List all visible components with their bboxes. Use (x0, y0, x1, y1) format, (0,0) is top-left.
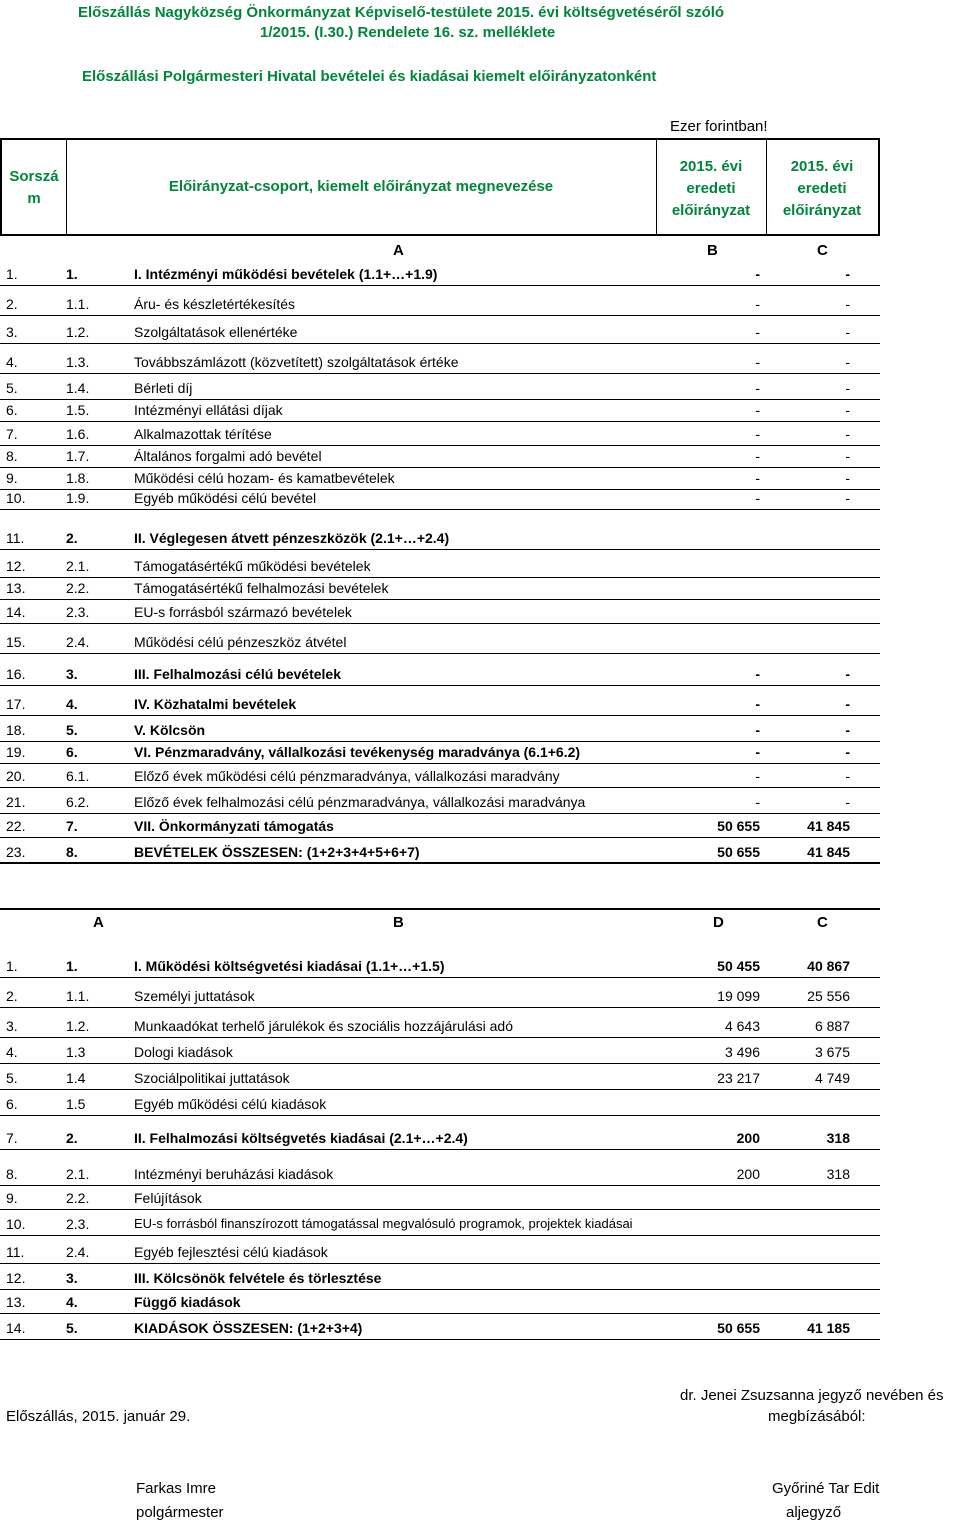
income-row (0, 580, 960, 604)
row-number: 16. (6, 666, 26, 682)
col-b-header-l2: eredeti (686, 180, 736, 197)
row-name: III. Felhalmozási célú bevételek (134, 666, 341, 682)
row-code: 2.1. (66, 558, 90, 574)
table-head-right-border (878, 138, 880, 236)
row-value-b: - (755, 696, 760, 712)
row-value-b: 50 655 (717, 818, 760, 834)
row-code: 1.2. (66, 324, 90, 340)
expense-row (0, 1190, 960, 1214)
row-code: 2.2. (66, 1190, 90, 1206)
row-name: Egyéb működési célú kiadások (134, 1096, 327, 1112)
row-number: 5. (6, 1070, 18, 1086)
row-name: Munkaadókat terhelő járulékok és szociális hozzájárulási adó (134, 1018, 513, 1034)
col-c-header-l1: 2015. évi (790, 158, 854, 175)
row-value-c: - (845, 490, 850, 506)
row-divider (0, 577, 880, 578)
row-value-c: - (845, 744, 850, 760)
row-divider (0, 599, 880, 600)
row-divider (0, 837, 880, 838)
row-code: 1.4. (66, 380, 90, 396)
income-row (0, 768, 960, 792)
row-value-b: 200 (736, 1130, 760, 1146)
place-date: Előszállás, 2015. január 29. (6, 1408, 191, 1425)
row-value-b: 50 455 (717, 958, 760, 974)
exp-col-letter-b: B (393, 914, 404, 931)
row-code: 2.4. (66, 634, 90, 650)
row-divider (0, 1289, 880, 1290)
row-value-b: - (755, 470, 760, 486)
income-row (0, 558, 960, 582)
row-name: Függő kiadások (134, 1294, 241, 1310)
row-number: 22. (6, 818, 26, 834)
table-head-left-border (0, 138, 2, 236)
row-code: 4. (66, 1294, 78, 1310)
expense-row (0, 1320, 960, 1344)
row-divider (0, 1007, 880, 1008)
row-number: 19. (6, 744, 26, 760)
row-number: 9. (6, 1190, 18, 1206)
row-code: 1.1. (66, 296, 90, 312)
income-row (0, 666, 960, 690)
row-name: Általános forgalmi adó bevétel (134, 448, 322, 464)
income-row (0, 402, 960, 426)
row-divider (0, 1209, 880, 1210)
row-code: 1.8. (66, 470, 90, 486)
income-row (0, 696, 960, 720)
row-number: 3. (6, 324, 18, 340)
row-value-b: - (755, 354, 760, 370)
row-value-b: - (755, 794, 760, 810)
income-row (0, 296, 960, 320)
row-divider (0, 509, 880, 510)
row-divider (0, 373, 880, 374)
row-name: EU-s forrásból származó bevételek (134, 604, 352, 620)
row-value-b: - (755, 768, 760, 784)
mayor-title: polgármester (136, 1504, 224, 1521)
row-number: 8. (6, 448, 18, 464)
row-divider (0, 715, 880, 716)
row-value-b: 4 643 (724, 1018, 760, 1034)
table-head-bottom-border (0, 234, 880, 236)
row-name: EU-s forrásból finanszírozott támogatással megvalósuló programok, projektek kiadásai (134, 1216, 633, 1231)
row-name: Támogatásértékű felhalmozási bevételek (134, 580, 389, 596)
row-value-c: - (845, 402, 850, 418)
income-row (0, 722, 960, 746)
row-name: KIADÁSOK ÖSSZESEN: (1+2+3+4) (134, 1320, 363, 1336)
expense-row (0, 1294, 960, 1318)
row-divider (0, 1185, 880, 1186)
row-code: 1.6. (66, 426, 90, 442)
deputy-title: aljegyző (786, 1504, 842, 1521)
row-code: 1. (66, 266, 78, 282)
row-value-b: 19 099 (717, 988, 760, 1004)
row-name: I. Intézményi működési bevételek (1.1+…+1.9) (134, 266, 438, 282)
row-number: 11. (6, 530, 25, 546)
page-subtitle: Előszállási Polgármesteri Hivatal bevételei és kiadásai kiemelt előirányzatonként (82, 68, 657, 85)
header-line-1: Előszállás Nagyközség Önkormányzat Képviselő-testülete 2015. évi költségvetéséről szóló (78, 4, 725, 21)
expense-row (0, 1166, 960, 1190)
row-code: 2.2. (66, 580, 90, 596)
row-value-c: - (845, 426, 850, 442)
row-value-c: - (845, 380, 850, 396)
row-code: 6.2. (66, 794, 90, 810)
row-number: 18. (6, 722, 26, 738)
row-value-b: - (755, 666, 760, 682)
row-name: III. Kölcsönök felvétele és törlesztése (134, 1270, 382, 1286)
row-value-c: 25 556 (807, 988, 850, 1004)
row-number: 14. (6, 1320, 26, 1336)
row-code: 4. (66, 696, 78, 712)
row-number: 9. (6, 470, 18, 486)
row-number: 2. (6, 988, 18, 1004)
row-code: 2.3. (66, 1216, 90, 1232)
col-num-header-l2: m (27, 190, 41, 207)
row-number: 20. (6, 768, 26, 784)
income-row (0, 744, 960, 768)
row-number: 10. (6, 1216, 26, 1232)
row-number: 2. (6, 296, 18, 312)
income-row (0, 634, 960, 658)
expense-row (0, 958, 960, 982)
row-divider (0, 285, 880, 286)
expense-row (0, 1044, 960, 1068)
row-code: 1.3 (66, 1044, 86, 1060)
row-name: Továbbszámlázott (közvetített) szolgáltatások értéke (134, 354, 459, 370)
row-name: Intézményi beruházási kiadások (134, 1166, 334, 1182)
row-number: 12. (6, 1270, 26, 1286)
row-name: Bérleti díj (134, 380, 193, 396)
income-row (0, 354, 960, 378)
row-code: 6.1. (66, 768, 90, 784)
col-name-header: Előirányzat-csoport, kiemelt előirányzat megnevezése (168, 178, 554, 195)
row-divider (0, 1037, 880, 1038)
row-value-c: 318 (826, 1130, 850, 1146)
income-row (0, 794, 960, 818)
expense-row (0, 1096, 960, 1120)
header-line-2: 1/2015. (I.30.) Rendelete 16. sz. melléklete (260, 24, 556, 41)
expense-row (0, 1018, 960, 1042)
row-number: 21. (6, 794, 26, 810)
row-number: 5. (6, 380, 18, 396)
col-c-header-l3: előirányzat (782, 202, 862, 219)
row-name: Egyéb fejlesztési célú kiadások (134, 1244, 328, 1260)
row-divider (0, 741, 880, 742)
row-value-b: - (755, 722, 760, 738)
row-number: 1. (6, 958, 18, 974)
notary-line-2: megbízásából: (768, 1408, 866, 1425)
row-number: 13. (6, 580, 26, 596)
row-value-c: 41 845 (807, 818, 850, 834)
row-number: 13. (6, 1294, 26, 1310)
row-code: 1. (66, 958, 78, 974)
row-name: Egyéb működési célú bevétel (134, 490, 317, 506)
row-number: 3. (6, 1018, 18, 1034)
row-value-b: 50 655 (717, 1320, 760, 1336)
row-number: 7. (6, 1130, 18, 1146)
row-value-c: - (845, 696, 850, 712)
row-code: 1.1. (66, 988, 90, 1004)
expense-row (0, 1070, 960, 1094)
row-number: 4. (6, 354, 18, 370)
row-value-c: 40 867 (807, 958, 850, 974)
row-value-b: 200 (736, 1166, 760, 1182)
row-number: 12. (6, 558, 26, 574)
row-value-b: - (755, 324, 760, 340)
row-number: 10. (6, 490, 26, 506)
row-divider (0, 763, 880, 764)
row-code: 2. (66, 1130, 78, 1146)
row-divider (0, 445, 880, 446)
row-name: Előző évek működési célú pénzmaradványa, vállalkozási maradvány (134, 768, 560, 784)
row-divider (0, 813, 880, 814)
row-code: 1.4 (66, 1070, 86, 1086)
row-number: 11. (6, 1244, 25, 1260)
row-name: VI. Pénzmaradvány, vállalkozási tevékenység maradványa (6.1+6.2) (134, 744, 581, 760)
row-number: 4. (6, 1044, 18, 1060)
exp-col-letter-d: D (713, 914, 724, 931)
row-value-b: 3 496 (724, 1044, 760, 1060)
row-code: 5. (66, 1320, 78, 1336)
expense-row (0, 1216, 960, 1240)
col-letter-c: C (817, 242, 828, 259)
row-number: 7. (6, 426, 18, 442)
row-code: 1.5. (66, 402, 90, 418)
row-value-c: - (845, 354, 850, 370)
row-value-b: - (755, 380, 760, 396)
row-code: 2.3. (66, 604, 90, 620)
row-divider (0, 1089, 880, 1090)
row-name: Alkalmazottak térítése (134, 426, 272, 442)
row-value-c: - (845, 666, 850, 682)
row-name: Működési célú pénzeszköz átvétel (134, 634, 347, 650)
income-row (0, 426, 960, 450)
row-number: 6. (6, 1096, 18, 1112)
row-divider (0, 685, 880, 686)
row-name: Előző évek felhalmozási célú pénzmaradványa, vállalkozási maradványa (134, 794, 586, 810)
row-divider (0, 421, 880, 422)
row-value-c: - (845, 448, 850, 464)
row-code: 1.5 (66, 1096, 86, 1112)
row-value-c: 41 185 (807, 1320, 850, 1336)
row-code: 1.9. (66, 490, 90, 506)
expense-row (0, 1130, 960, 1154)
row-value-c: - (845, 324, 850, 340)
row-name: Dologi kiadások (134, 1044, 233, 1060)
row-divider (0, 653, 880, 654)
row-code: 1.2. (66, 1018, 90, 1034)
row-number: 17. (6, 696, 26, 712)
row-code: 6. (66, 744, 78, 760)
row-divider (0, 977, 880, 978)
row-number: 14. (6, 604, 26, 620)
row-code: 1.3. (66, 354, 90, 370)
row-code: 2.1. (66, 1166, 90, 1182)
row-code: 2.4. (66, 1244, 90, 1260)
row-divider (0, 315, 880, 316)
row-name: V. Kölcsön (134, 722, 206, 738)
row-number: 23. (6, 844, 26, 860)
row-value-b: - (755, 266, 760, 282)
row-number: 6. (6, 402, 18, 418)
row-divider (0, 1263, 880, 1264)
row-divider (0, 1063, 880, 1064)
row-value-c: 41 845 (807, 844, 850, 860)
income-row (0, 844, 960, 868)
income-row (0, 448, 960, 472)
row-value-b: 23 217 (717, 1070, 760, 1086)
row-value-b: - (755, 744, 760, 760)
row-number: 15. (6, 634, 26, 650)
row-divider (0, 467, 880, 468)
income-total-border (0, 862, 880, 864)
row-name: IV. Közhatalmi bevételek (134, 696, 297, 712)
row-name: Felújítások (134, 1190, 202, 1206)
row-name: I. Működési költségvetési kiadásai (1.1+…+1.5) (134, 958, 445, 974)
row-name: Intézményi ellátási díjak (134, 402, 283, 418)
row-name: Áru- és készletértékesítés (134, 296, 296, 312)
income-row (0, 818, 960, 842)
row-divider (0, 623, 880, 624)
notary-line-1: dr. Jenei Zsuzsanna jegyző nevében és (680, 1387, 944, 1404)
row-value-b: - (755, 448, 760, 464)
row-name: Támogatásértékű működési bevételek (134, 558, 371, 574)
col-letter-a: A (393, 242, 404, 259)
row-value-c: 318 (826, 1166, 850, 1182)
income-row (0, 530, 960, 554)
row-value-b: - (755, 402, 760, 418)
row-name: Működési célú hozam- és kamatbevételek (134, 470, 395, 486)
row-value-b: - (755, 426, 760, 442)
expense-row (0, 1244, 960, 1268)
row-value-c: 6 887 (814, 1018, 850, 1034)
row-value-c: 4 749 (814, 1070, 850, 1086)
row-divider (0, 1313, 880, 1314)
row-name: II. Felhalmozási költségvetés kiadásai (2.1+…+2.4) (134, 1130, 468, 1146)
col-letter-b: B (707, 242, 718, 259)
row-code: 1.7. (66, 448, 90, 464)
income-row (0, 380, 960, 404)
row-value-c: - (845, 794, 850, 810)
row-code: 8. (66, 844, 78, 860)
row-divider (0, 549, 880, 550)
row-value-c: - (845, 470, 850, 486)
income-row (0, 490, 960, 514)
row-code: 5. (66, 722, 78, 738)
row-value-c: - (845, 722, 850, 738)
row-name: BEVÉTELEK ÖSSZESEN: (1+2+3+4+5+6+7) (134, 844, 420, 860)
row-code: 3. (66, 1270, 78, 1286)
currency-note: Ezer forintban! (670, 118, 768, 135)
row-divider (0, 1235, 880, 1236)
row-name: Szociálpolitikai juttatások (134, 1070, 290, 1086)
income-row (0, 266, 960, 290)
row-name: II. Véglegesen átvett pénzeszközök (2.1+…+2.4) (134, 530, 450, 546)
row-code: 3. (66, 666, 78, 682)
expense-row (0, 988, 960, 1012)
row-code: 7. (66, 818, 78, 834)
row-name: Személyi juttatások (134, 988, 255, 1004)
income-row (0, 604, 960, 628)
col-b-header-l1: 2015. évi (679, 158, 743, 175)
row-number: 8. (6, 1166, 18, 1182)
row-value-b: - (755, 296, 760, 312)
row-value-b: 50 655 (717, 844, 760, 860)
table-head-top-border (0, 138, 880, 140)
row-divider (0, 1339, 880, 1340)
row-divider (0, 343, 880, 344)
exp-col-letter-c: C (817, 914, 828, 931)
col-num-header-l1: Sorszá (9, 168, 59, 185)
row-divider (0, 1149, 880, 1150)
row-value-c: - (845, 296, 850, 312)
col-c-header-l2: eredeti (797, 180, 847, 197)
col-b-header-l3: előirányzat (671, 202, 751, 219)
row-value-b: - (755, 490, 760, 506)
row-value-c: - (845, 768, 850, 784)
row-value-c: 3 675 (814, 1044, 850, 1060)
row-divider (0, 1115, 880, 1116)
income-row (0, 324, 960, 348)
expense-row (0, 1270, 960, 1294)
row-name: VII. Önkormányzati támogatás (134, 818, 334, 834)
row-number: 1. (6, 266, 18, 282)
row-value-c: - (845, 266, 850, 282)
exp-col-letter-a: A (93, 914, 104, 931)
row-code: 2. (66, 530, 78, 546)
mayor-name: Farkas Imre (136, 1480, 217, 1497)
deputy-name: Győriné Tar Edit (772, 1480, 880, 1497)
row-name: Szolgáltatások ellenértéke (134, 324, 298, 340)
row-divider (0, 787, 880, 788)
row-divider (0, 399, 880, 400)
expense-table-top-border (0, 908, 880, 910)
